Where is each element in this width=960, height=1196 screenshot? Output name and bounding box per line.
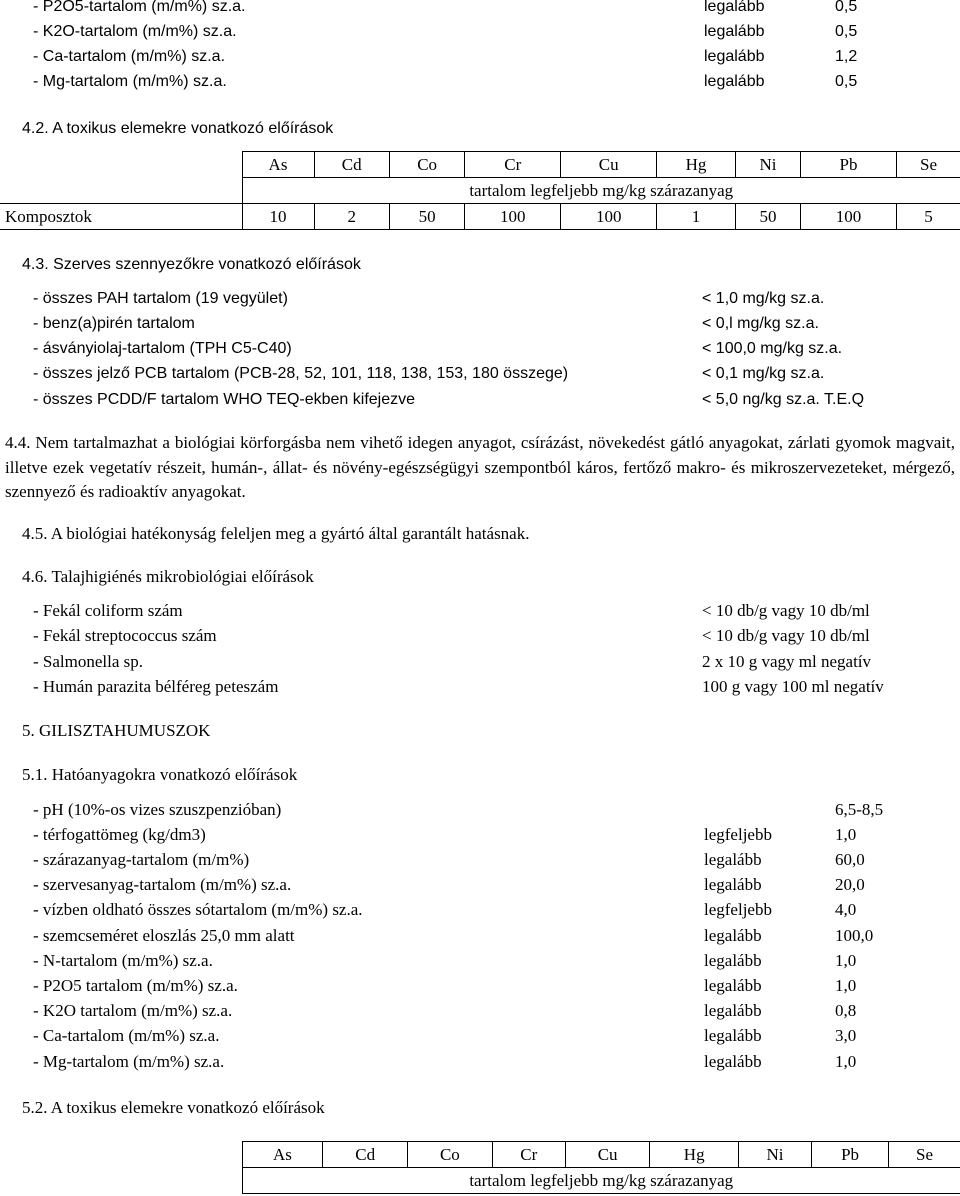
item-condition: legalább — [704, 1001, 762, 1020]
item-label: - ásványiolaj-tartalom (TPH C5-C40) — [33, 340, 292, 357]
toxic-elements-table-2 — [0, 1141, 960, 1194]
list-item — [0, 1001, 960, 1021]
item-condition: legalább — [704, 73, 765, 90]
item-value: 100 g vagy 100 ml negatív — [702, 677, 884, 696]
element-header: Cr — [492, 1142, 565, 1168]
element-header: Pb — [812, 1142, 889, 1168]
item-value: 0,8 — [835, 1001, 857, 1020]
unit-cell: tartalom legfeljebb mg/kg szárazanyag — [242, 1168, 960, 1194]
value-cell: 2 — [314, 204, 389, 230]
item-condition: legalább — [704, 1052, 762, 1071]
item-label: - Humán parazita bélféreg peteszám — [33, 677, 279, 696]
list-item — [0, 800, 960, 820]
row-label: Komposztok — [0, 204, 242, 230]
item-label: - összes PAH tartalom (19 vegyület) — [33, 290, 288, 307]
list-item — [0, 926, 960, 946]
list-item — [0, 390, 960, 410]
value-cell: 5 — [896, 204, 960, 230]
item-value: < 10 db/g vagy 10 db/ml — [702, 601, 870, 620]
element-header: Cr — [465, 152, 561, 178]
item-value: < 1,0 mg/kg sz.a. — [702, 290, 825, 307]
list-item — [0, 976, 960, 996]
section-heading: 5.2. A toxikus elemekre vonatkozó előírások — [22, 1098, 325, 1117]
element-header: Se — [889, 1142, 960, 1168]
item-label: - összes PCDD/F tartalom WHO TEQ-ekben kifejezve — [33, 391, 416, 408]
section-heading: 4.6. Talajhigiénés mikrobiológiai előírások — [22, 567, 314, 586]
element-header: Co — [389, 152, 464, 178]
item-value: 60,0 — [835, 850, 865, 869]
empty-cell — [0, 1142, 242, 1168]
item-value: 100,0 — [835, 926, 874, 945]
element-header: Ni — [738, 1142, 811, 1168]
item-value: < 10 db/g vagy 10 db/ml — [702, 626, 870, 645]
item-label: - K2O tartalom (m/m%) sz.a. — [33, 1001, 233, 1020]
item-condition: legalább — [704, 23, 765, 40]
item-label: - Fekál streptococcus szám — [33, 626, 217, 645]
value-cell: 100 — [561, 204, 657, 230]
item-label: - N-tartalom (m/m%) sz.a. — [33, 951, 213, 970]
item-value: < 0,l mg/kg sz.a. — [702, 315, 819, 332]
item-condition: legalább — [704, 976, 762, 995]
item-label: - vízben oldható összes sótartalom (m/m%) sz.a. — [33, 900, 363, 919]
list-item — [0, 0, 960, 17]
value-cell: 10 — [242, 204, 314, 230]
item-value: < 0,1 mg/kg sz.a. — [702, 365, 825, 382]
item-label: - P2O5 tartalom (m/m%) sz.a. — [33, 976, 238, 995]
item-value: 0,5 — [835, 73, 858, 90]
value-cell: 100 — [465, 204, 561, 230]
item-condition: legalább — [704, 926, 762, 945]
element-header: Cu — [565, 1142, 650, 1168]
element-header: Cd — [323, 1142, 408, 1168]
item-label: - Ca-tartalom (m/m%) sz.a. — [33, 48, 226, 65]
item-condition: legfeljebb — [704, 900, 772, 919]
list-item — [0, 1052, 960, 1072]
item-value: 3,0 — [835, 1026, 857, 1045]
item-label: - szervesanyag-tartalom (m/m%) sz.a. — [33, 875, 292, 894]
list-item — [0, 825, 960, 845]
empty-cell — [0, 178, 242, 204]
item-label: - szárazanyag-tartalom (m/m%) — [33, 850, 250, 869]
element-header: Se — [896, 152, 960, 178]
item-value: 1,2 — [835, 48, 858, 65]
item-label: - szemcseméret eloszlás 25,0 mm alatt — [33, 926, 295, 945]
list-item — [0, 677, 960, 697]
item-value: < 5,0 ng/kg sz.a. T.E.Q — [702, 391, 865, 408]
item-label: - Ca-tartalom (m/m%) sz.a. — [33, 1026, 220, 1045]
empty-cell — [0, 152, 242, 178]
value-cell: 100 — [801, 204, 897, 230]
item-label: - benz(a)pirén tartalom — [33, 315, 195, 332]
item-value: 1,0 — [835, 825, 857, 844]
item-label: - Mg-tartalom (m/m%) sz.a. — [33, 1052, 225, 1071]
element-header: Cd — [314, 152, 389, 178]
section-heading: 5. GILISZTAHUMUSZOK — [22, 721, 211, 740]
toxic-elements-table — [0, 151, 960, 230]
list-item — [0, 626, 960, 646]
list-item — [0, 364, 960, 384]
item-condition: legalább — [704, 0, 765, 15]
empty-cell — [0, 1168, 242, 1194]
list-item — [0, 652, 960, 672]
list-item — [0, 875, 960, 895]
section-heading: 5.1. Hatóanyagokra vonatkozó előírások — [22, 765, 298, 784]
item-label: - összes jelző PCB tartalom (PCB-28, 52, 101, 118, 138, 153, 180 összege) — [33, 365, 569, 382]
unit-cell: tartalom legfeljebb mg/kg szárazanyag — [242, 178, 960, 204]
element-header: As — [242, 1142, 323, 1168]
item-label: - Salmonella sp. — [33, 652, 144, 671]
element-header: As — [242, 152, 314, 178]
list-item — [0, 601, 960, 621]
item-value: < 100,0 mg/kg sz.a. — [702, 340, 843, 357]
list-item — [0, 47, 960, 67]
item-value: 1,0 — [835, 976, 857, 995]
item-condition: legalább — [704, 875, 762, 894]
table-header-row — [0, 152, 960, 178]
section-heading: 4.3. Szerves szennyezőkre vonatkozó előírások — [22, 256, 361, 273]
list-item — [0, 72, 960, 92]
list-item — [0, 1026, 960, 1046]
item-value: 6,5-8,5 — [835, 800, 884, 819]
list-item — [0, 314, 960, 334]
item-label: - Mg-tartalom (m/m%) sz.a. — [33, 73, 227, 90]
value-cell: 50 — [735, 204, 800, 230]
element-header: Co — [408, 1142, 493, 1168]
paragraph-4-4: 4.4. Nem tartalmazhat a biológiai körforgásba nem vihető idegen anyagot, csírázást, növekedést gátló anyagokat, zárlati gyomok magvait, illetve ezek vegetatív részeit, humán-, állat- és növény-egészségügyi szempontból káros, fertőző makro- és mikroszervezeteket, mérgező, szennyező és radioaktív anyagokat. — [5, 433, 955, 501]
item-label: - Fekál coliform szám — [33, 601, 183, 620]
list-item — [0, 900, 960, 920]
item-condition: legalább — [704, 951, 762, 970]
element-header: Hg — [657, 152, 736, 178]
list-item — [0, 339, 960, 359]
item-value: 0,5 — [835, 23, 858, 40]
item-value: 0,5 — [835, 0, 858, 15]
item-label: - K2O-tartalom (m/m%) sz.a. — [33, 23, 237, 40]
item-value: 4,0 — [835, 900, 857, 919]
value-cell: 50 — [389, 204, 464, 230]
list-item — [0, 289, 960, 309]
element-header: Hg — [650, 1142, 738, 1168]
item-value: 2 x 10 g vagy ml negatív — [702, 652, 872, 671]
section-heading: 4.2. A toxikus elemekre vonatkozó előírások — [22, 120, 334, 137]
item-condition: legfeljebb — [704, 825, 772, 844]
item-condition: legalább — [704, 1026, 762, 1045]
table-header-row — [0, 1142, 960, 1168]
table-row — [0, 204, 960, 230]
item-value: 1,0 — [835, 1052, 857, 1071]
list-item — [0, 951, 960, 971]
item-label: - pH (10%-os vizes szuszpenzióban) — [33, 800, 282, 819]
item-label: - P2O5-tartalom (m/m%) sz.a. — [33, 0, 246, 15]
element-header: Cu — [561, 152, 657, 178]
item-condition: legalább — [704, 850, 762, 869]
paragraph-4-5: 4.5. A biológiai hatékonyság feleljen meg a gyártó által garantált hatásnak. — [22, 524, 530, 543]
value-cell: 1 — [657, 204, 736, 230]
item-value: 20,0 — [835, 875, 865, 894]
list-item — [0, 850, 960, 870]
table-row — [0, 1168, 960, 1194]
element-header: Ni — [735, 152, 800, 178]
element-header: Pb — [801, 152, 897, 178]
list-item — [0, 22, 960, 42]
item-condition: legalább — [704, 48, 765, 65]
table-row — [0, 178, 960, 204]
item-label: - térfogattömeg (kg/dm3) — [33, 825, 206, 844]
item-value: 1,0 — [835, 951, 857, 970]
